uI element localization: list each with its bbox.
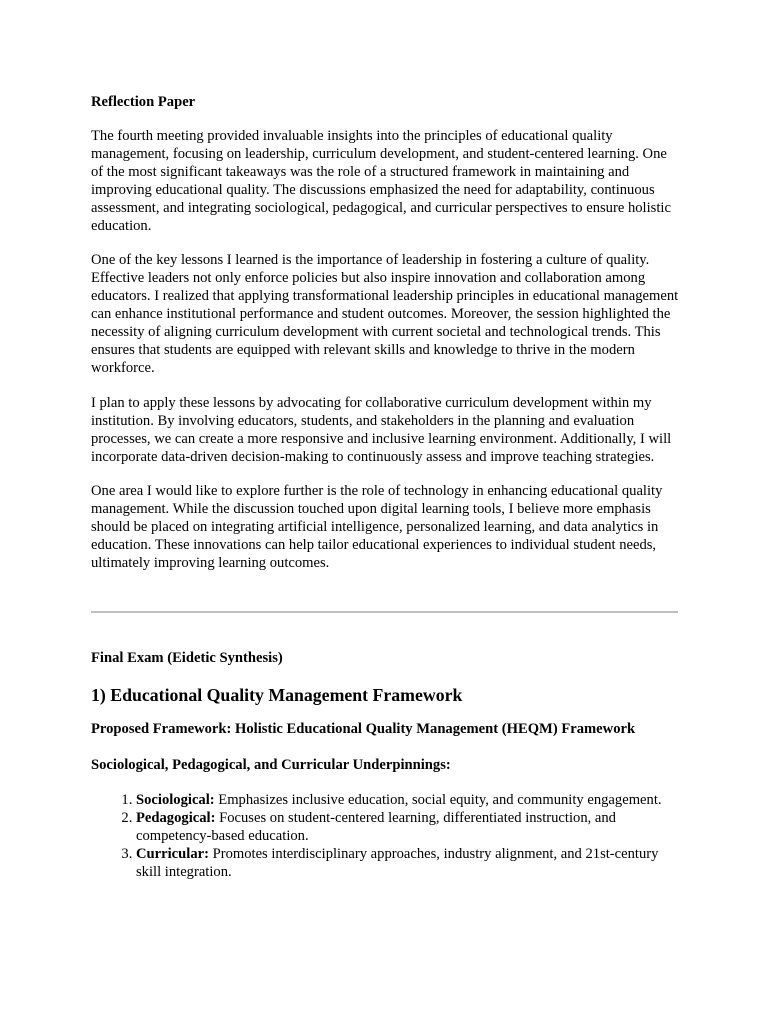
list-item-term: Curricular: [136, 845, 209, 862]
reflection-section [91, 93, 679, 590]
list-item-text: Emphasizes inclusive education, social equity, and community engagement. [214, 792, 662, 808]
reflection-paragraph-3: I plan to apply these lessons by advocating for collaborative curriculum development within my institution. By involving educators, students, and stakeholders in the planning and evaluation processes, we can create a more responsive and inclusive learning environment. Additionally, I will incorporate data-driven decision-making to continuously assess and improve teaching strategies. [91, 394, 672, 465]
list-item [136, 846, 679, 882]
reflection-paragraph-2: One of the key lessons I learned is the importance of leadership in fostering a culture of quality. Effective leaders not only enforce policies but also inspire innovation and collaboration among educators. I realized that applying transformational leadership principles in educational management can enhance institutional performance and student outcomes. Moreover, the session highlighted the necessity of aligning curriculum development with current societal and technological trends. This ensures that students are equipped with relevant skills and knowledge to thrive in the modern workforce. [91, 252, 679, 376]
final-exam-title: Final Exam (Eidetic Synthesis) [91, 650, 283, 666]
list-item-text: Promotes interdisciplinary approaches, industry alignment, and 21st-century skill integration. [136, 845, 659, 880]
reflection-paragraph-1: The fourth meeting provided invaluable insights into the principles of educational quality management, focusing on leadership, curriculum development, and student-centered learning. One of the most significant takeaways was the role of a structured framework in maintaining and improving educational quality. The discussions emphasized the need for adaptability, continuous assessment, and integrating sociological, pedagogical, and curricular perspectives to ensure holistic education. [91, 128, 671, 234]
reflection-title: Reflection Paper [91, 94, 196, 110]
list-item-term: Sociological: [136, 792, 215, 808]
list-item [136, 792, 679, 810]
list-item-text: Focuses on student-centered learning, differentiated instruction, and competency-based education. [136, 809, 616, 844]
underpinnings-list [91, 792, 679, 882]
final-exam-section [91, 649, 679, 882]
list-item-term: Pedagogical: [136, 809, 216, 826]
reflection-paragraph-4: One area I would like to explore further is the role of technology in enhancing educational quality management. While the discussion touched upon digital learning tools, I believe more emphasis should be placed on integrating artificial intelligence, personalized learning, and data analytics in education. These innovations can help tailor educational experiences to individual student needs, ultimately improving learning outcomes. [91, 483, 663, 572]
horizontal-divider [91, 611, 678, 613]
proposed-framework-label: Proposed Framework: Holistic Educational Quality Management (HEQM) Framework [91, 721, 636, 737]
underpinnings-heading: Sociological, Pedagogical, and Curricular Underpinnings: [91, 757, 451, 773]
list-item [136, 810, 679, 846]
framework-heading: 1) Educational Quality Management Framework [91, 685, 463, 705]
